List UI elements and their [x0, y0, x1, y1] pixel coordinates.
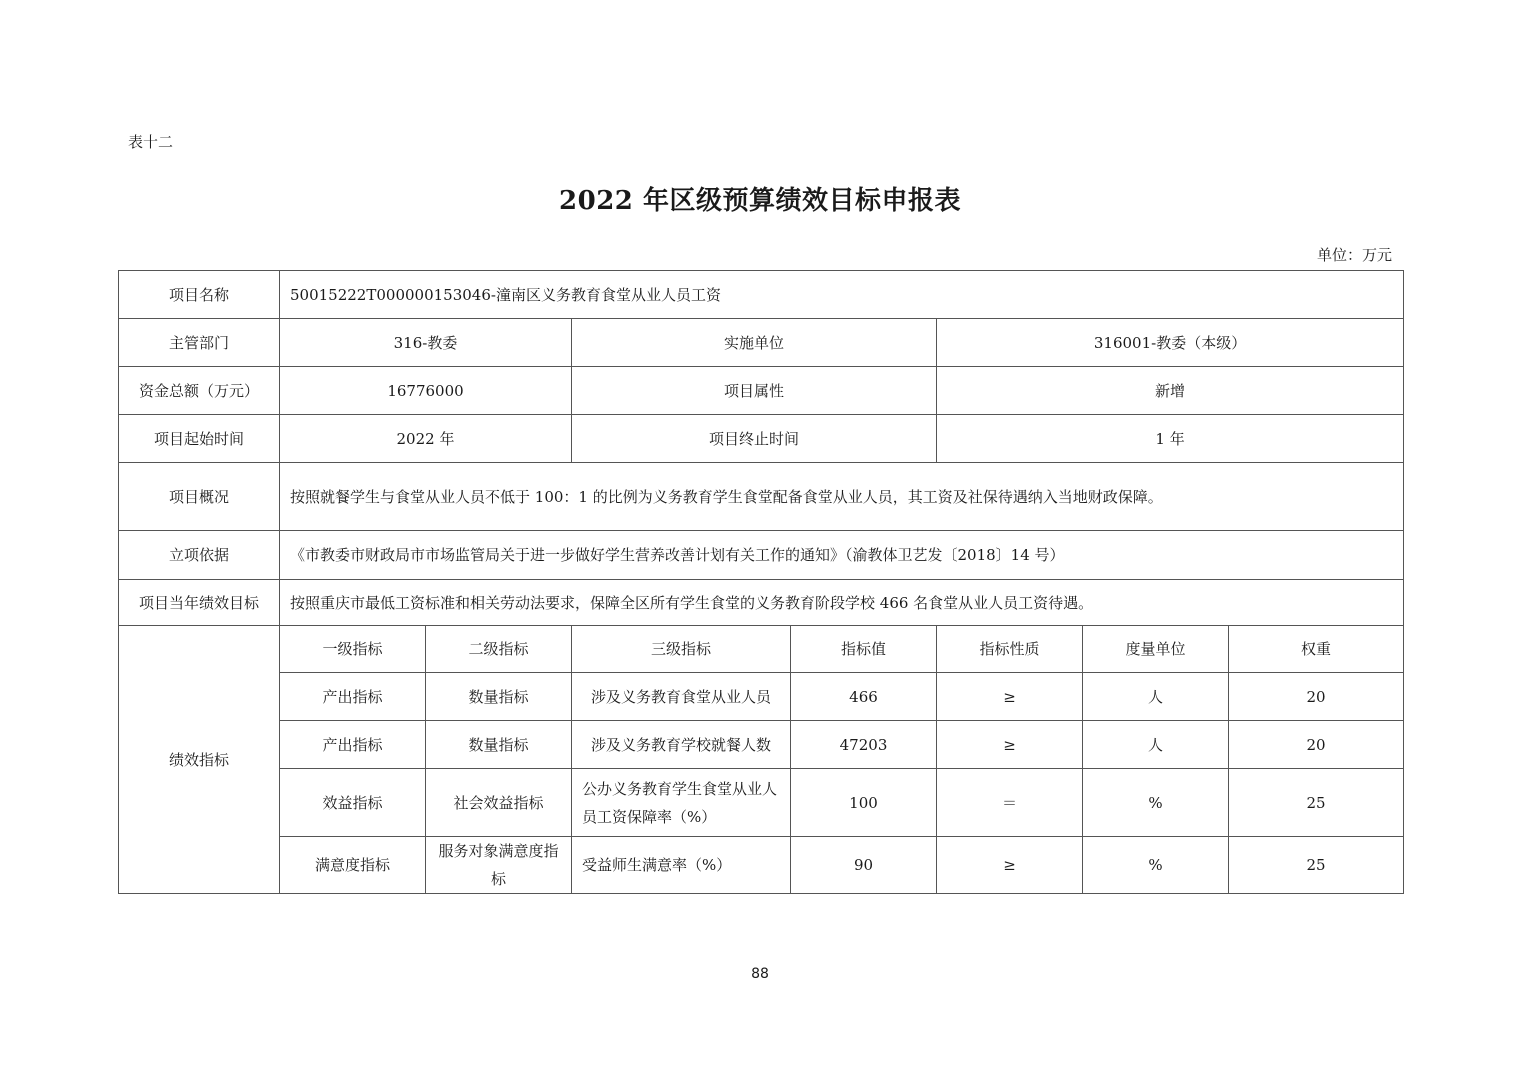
header-level1: 一级指标	[280, 626, 426, 673]
unit-label: 单位：万元	[1316, 246, 1392, 264]
indicator-value: 100	[791, 769, 937, 837]
indicator-level2: 社会效益指标	[426, 769, 572, 837]
table-row	[119, 271, 1404, 319]
header-level2: 二级指标	[426, 626, 572, 673]
indicator-nature: ≥	[937, 721, 1083, 769]
overview-label: 项目概况	[119, 463, 280, 531]
table-row	[119, 319, 1404, 367]
project-name-label: 项目名称	[119, 271, 280, 319]
table-row	[119, 580, 1404, 626]
end-value: 1 年	[937, 415, 1404, 463]
start-value: 2022 年	[280, 415, 572, 463]
table-row	[119, 769, 1404, 837]
indicator-level3: 受益师生满意率（%）	[572, 837, 791, 894]
basis-label: 立项依据	[119, 531, 280, 580]
attr-value: 新增	[937, 367, 1404, 415]
indicator-nature: ＝	[937, 769, 1083, 837]
indicator-level3: 公办义务教育学生食堂从业人员工资保障率（%）	[572, 769, 791, 837]
table-row	[119, 415, 1404, 463]
indicator-unit: 人	[1083, 721, 1229, 769]
goal-label: 项目当年绩效目标	[119, 580, 280, 626]
indicator-level1: 产出指标	[280, 673, 426, 721]
indicator-level3: 涉及义务教育食堂从业人员	[572, 673, 791, 721]
page-title: 2022 年区级预算绩效目标申报表	[559, 186, 961, 216]
header-level3: 三级指标	[572, 626, 791, 673]
indicator-level1: 产出指标	[280, 721, 426, 769]
indicator-level2: 数量指标	[426, 721, 572, 769]
table-row	[119, 463, 1404, 531]
indicator-weight: 20	[1229, 673, 1404, 721]
indicator-value: 90	[791, 837, 937, 894]
table-row	[119, 367, 1404, 415]
header-unit: 度量单位	[1083, 626, 1229, 673]
indicator-nature: ≥	[937, 673, 1083, 721]
indicator-level2: 数量指标	[426, 673, 572, 721]
indicator-level1: 效益指标	[280, 769, 426, 837]
indicator-unit: %	[1083, 769, 1229, 837]
indicators-section-label: 绩效指标	[119, 626, 280, 894]
table-label: 表十二	[128, 133, 174, 151]
indicator-value: 47203	[791, 721, 937, 769]
indicator-weight: 20	[1229, 721, 1404, 769]
start-label: 项目起始时间	[119, 415, 280, 463]
header-nature: 指标性质	[937, 626, 1083, 673]
fund-value: 16776000	[280, 367, 572, 415]
end-label: 项目终止时间	[572, 415, 937, 463]
dept-label: 主管部门	[119, 319, 280, 367]
header-weight: 权重	[1229, 626, 1404, 673]
indicator-value: 466	[791, 673, 937, 721]
indicator-weight: 25	[1229, 837, 1404, 894]
goal-value: 按照重庆市最低工资标准和相关劳动法要求，保障全区所有学生食堂的义务教育阶段学校 466 名食堂从业人员工资待遇。	[280, 580, 1404, 626]
project-name-value: 50015222T000000153046-潼南区义务教育食堂从业人员工资	[280, 271, 1404, 319]
table-row	[119, 531, 1404, 580]
report-table	[118, 270, 1404, 894]
fund-label: 资金总额（万元）	[119, 367, 280, 415]
indicator-header-row	[119, 626, 1404, 673]
impl-label: 实施单位	[572, 319, 937, 367]
attr-label: 项目属性	[572, 367, 937, 415]
indicator-weight: 25	[1229, 769, 1404, 837]
dept-value: 316-教委	[280, 319, 572, 367]
indicator-unit: %	[1083, 837, 1229, 894]
indicator-nature: ≥	[937, 837, 1083, 894]
basis-value: 《市教委市财政局市市场监管局关于进一步做好学生营养改善计划有关工作的通知》（渝教体卫艺发〔2018〕14 号）	[280, 531, 1404, 580]
overview-value: 按照就餐学生与食堂从业人员不低于 100：1 的比例为义务教育学生食堂配备食堂从业人员，其工资及社保待遇纳入当地财政保障。	[280, 463, 1404, 531]
table-row	[119, 837, 1404, 894]
indicator-level2: 服务对象满意度指标	[426, 837, 572, 894]
page-number: 88	[751, 966, 769, 982]
indicator-unit: 人	[1083, 673, 1229, 721]
table-row	[119, 673, 1404, 721]
indicator-level1: 满意度指标	[280, 837, 426, 894]
table-row	[119, 721, 1404, 769]
indicator-level3: 涉及义务教育学校就餐人数	[572, 721, 791, 769]
header-value: 指标值	[791, 626, 937, 673]
impl-value: 316001-教委（本级）	[937, 319, 1404, 367]
